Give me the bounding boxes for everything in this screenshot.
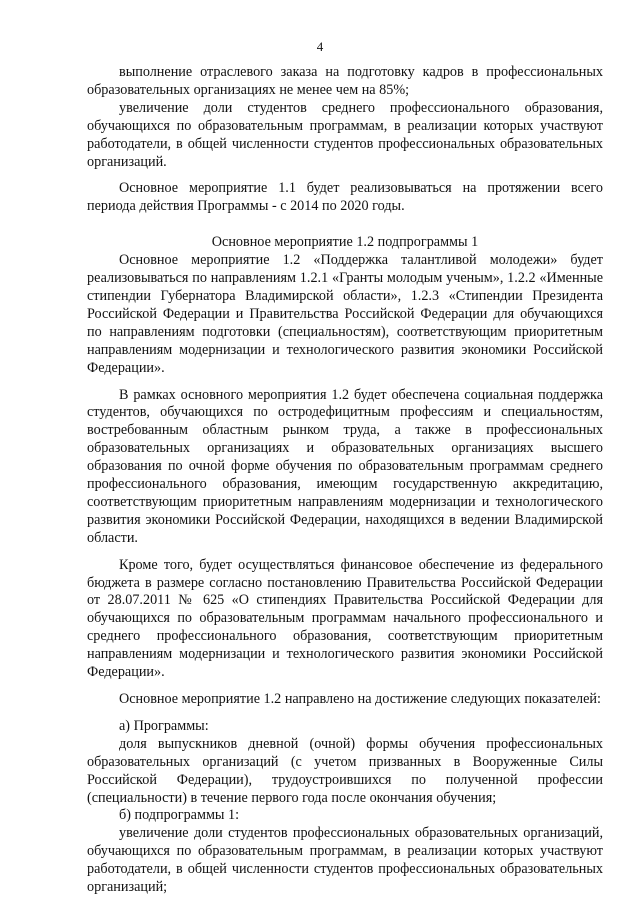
paragraph: увеличение доли студентов среднего профессионального образования, обучающихся по образовательным программам, в реализации которых участвуют работодатели, в общей численности студентов профессиональных образовательных организаций.: [87, 99, 603, 170]
paragraph: Основное мероприятие 1.1 будет реализовываться на протяжении всего периода действия Программы - с 2014 по 2020 годы.: [87, 180, 603, 215]
section-heading: Основное мероприятие 1.2 подпрограммы 1: [211, 234, 479, 251]
paragraph: выполнение отраслевого заказа на подготовку кадров в профессиональных образовательных организациях не менее чем на 85%;: [87, 64, 603, 98]
document-body: [87, 64, 603, 897]
page-number: 4: [316, 39, 324, 54]
paragraph: В рамках основного мероприятия 1.2 будет обеспечена социальная поддержка студентов, обучающихся по остродефицитным профессиям и специальностям, востребованным областным рынком труда, а также в профессиональных образовательных организациях и образовательных организациях высшего образования по очной форме обучения по образовательным программам среднего профессионального образования, имеющим государственную аккредитацию, соответствующим приоритетным направлениям модернизации и технологического развития экономики Российской Федерации, находящихся в ведении Владимирской области.: [87, 386, 603, 546]
paragraph: доля выпускников дневной (очной) формы обучения профессиональных образовательных организаций (с учетом призванных в Вооруженные Силы Российской Федерации), трудоустроившихся по полученной профессии (специальности) в течение первого года после окончания обучения;: [87, 735, 603, 806]
paragraph: увеличение доли студентов профессиональных образовательных организаций, обучающихся по образовательным программам, в реализации которых участвуют работодатели, в общей численности студентов профессиональных образовательных организаций;: [87, 825, 603, 896]
list-label: б) подпрограммы 1:: [119, 807, 240, 824]
paragraph: Основное мероприятие 1.2 направлено на достижение следующих показателей:: [119, 691, 601, 707]
paragraph: Основное мероприятие 1.2 «Поддержка талантливой молодежи» будет реализовываться по направлениям 1.2.1 «Гранты молодым ученым», 1.2.2 «Именные стипендии Губернатора Владимирской области», 1.2.3 «Стипендии Президента Российской Федерации и Правительства Российской Федерации для обучающихся по направлениям подготовки (специальностям), соответствующим приоритетным направлениям модернизации и технологического развития экономики Российской Федерации».: [87, 252, 603, 376]
list-label: а) Программы:: [119, 717, 209, 734]
paragraph: Кроме того, будет осуществляться финансовое обеспечение из федерального бюджета в размере согласно постановлению Правительства Российской Федерации от 28.07.2011 № 625 «О стипендиях Правительства Российской Федерации для обучающихся по образовательным программам начального профессионального и среднего профессионального образования, соответствующим приоритетным направлениям модернизации и технологического развития экономики Российской Федерации».: [87, 556, 603, 681]
